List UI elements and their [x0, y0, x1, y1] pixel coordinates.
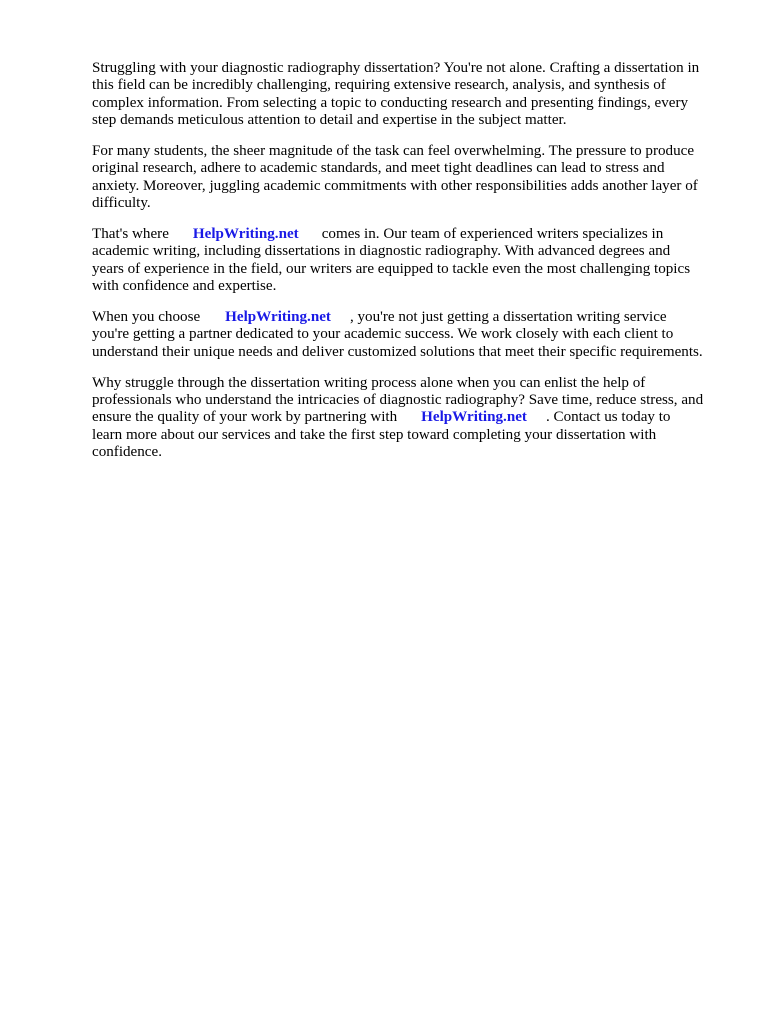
text-line: original research, adhere to academic standards, and meet tight deadlines can lead to stress and — [92, 160, 665, 177]
text-line: years of experience in the field, our writers are equipped to tackle even the most challenging topics — [92, 260, 691, 277]
text-line: with confidence and expertise. — [92, 278, 277, 295]
text-line: anxiety. Moreover, juggling academic commitments with other responsibilities adds another layer of — [92, 177, 698, 194]
text-line: Why struggle through the dissertation writing process alone when you can enlist the help of — [92, 374, 646, 391]
text-segment: , you're not just getting a dissertation writing service — [349, 309, 667, 326]
text-line: step demands meticulous attention to detail and expertise in the subject matter. — [92, 112, 567, 129]
text-segment: comes in. Our team of experienced writers specializes in — [321, 226, 664, 243]
text-line: learn more about our services and take the first step toward completing your dissertation with — [92, 426, 657, 443]
text-line: confidence. — [92, 444, 162, 461]
text-line: you're getting a partner dedicated to your academic success. We work closely with each client to — [92, 326, 674, 343]
paragraph-partner — [92, 309, 724, 361]
paragraph-call-to-action — [92, 375, 724, 462]
helpwriting-link[interactable]: HelpWriting.net — [421, 409, 527, 426]
text-segment: ensure the quality of your work by partnering with — [92, 409, 398, 426]
text-segment: . Contact us today to — [545, 409, 671, 426]
text-line: understand their unique needs and deliver customized solutions that meet their specific requirements. — [92, 343, 703, 360]
text-line: Struggling with your diagnostic radiography dissertation? You're not alone. Crafting a dissertation in — [92, 60, 700, 76]
document-page — [92, 60, 724, 475]
text-line: professionals who understand the intricacies of diagnostic radiography? Save time, reduce stress, and — [92, 392, 704, 409]
paragraph-service-intro — [92, 226, 724, 296]
paragraph-intro — [92, 60, 724, 130]
text-line: For many students, the sheer magnitude of the task can feel overwhelming. The pressure to produce — [92, 143, 695, 160]
text-line: academic writing, including dissertations in diagnostic radiography. With advanced degrees and — [92, 243, 671, 260]
text-segment: That's where — [92, 226, 169, 243]
text-line — [92, 409, 724, 426]
text-line — [92, 309, 724, 326]
paragraph-challenges — [92, 143, 724, 213]
text-line: this field can be incredibly challenging, requiring extensive research, analysis, and synthesis of — [92, 77, 666, 94]
text-line — [92, 226, 724, 243]
text-line: complex information. From selecting a topic to conducting research and presenting findings, every — [92, 94, 689, 111]
text-line: difficulty. — [92, 195, 151, 212]
text-segment: When you choose — [92, 309, 201, 326]
helpwriting-link[interactable]: HelpWriting.net — [192, 226, 299, 243]
helpwriting-link[interactable]: HelpWriting.net — [225, 309, 331, 326]
